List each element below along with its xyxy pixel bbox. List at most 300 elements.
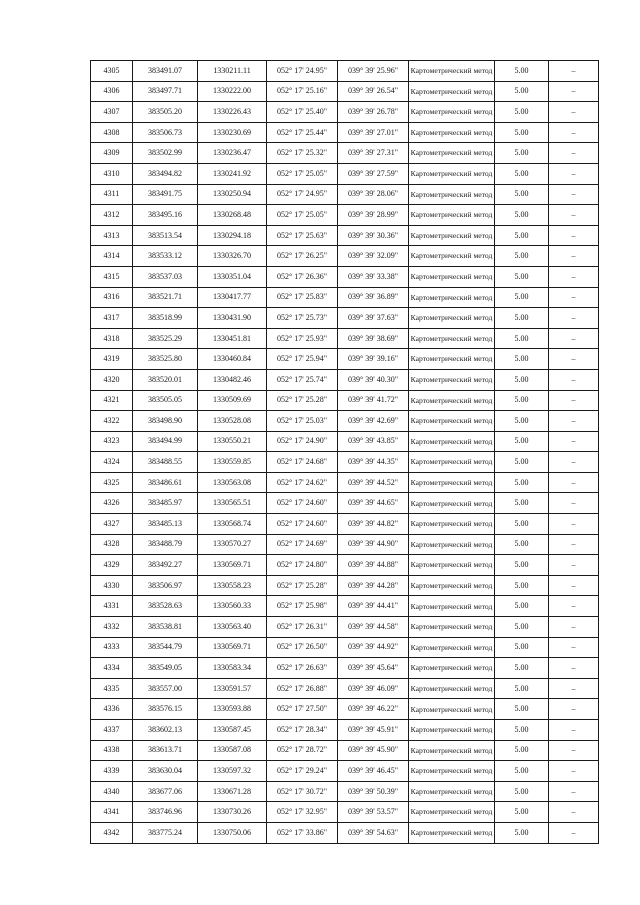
latitude-cell: 052° 17' 29.24" <box>267 761 338 782</box>
method-cell: Картометрический метод <box>409 740 495 761</box>
method-cell: Картометрический метод <box>409 163 495 184</box>
x-coordinate-cell: 383486.61 <box>133 472 198 493</box>
x-coordinate-cell: 383485.97 <box>133 493 198 514</box>
accuracy-cell: 5.00 <box>495 658 549 679</box>
table-row <box>91 472 599 493</box>
table-row <box>91 102 599 123</box>
point-number-cell: 4328 <box>91 534 133 555</box>
point-number-cell: 4340 <box>91 781 133 802</box>
x-coordinate-cell: 383495.16 <box>133 205 198 226</box>
method-cell: Картометрический метод <box>409 822 495 843</box>
x-coordinate-cell: 383485.13 <box>133 514 198 535</box>
y-coordinate-cell: 1330528.08 <box>198 411 267 432</box>
latitude-cell: 052° 17' 24.60" <box>267 493 338 514</box>
latitude-cell: 052° 17' 24.80" <box>267 555 338 576</box>
note-cell: – <box>549 472 599 493</box>
table-row <box>91 225 599 246</box>
x-coordinate-cell: 383505.20 <box>133 102 198 123</box>
x-coordinate-cell: 383613.71 <box>133 740 198 761</box>
point-number-cell: 4313 <box>91 225 133 246</box>
method-cell: Картометрический метод <box>409 617 495 638</box>
latitude-cell: 052° 17' 25.28" <box>267 390 338 411</box>
accuracy-cell: 5.00 <box>495 555 549 576</box>
table-row <box>91 802 599 823</box>
note-cell: – <box>549 740 599 761</box>
longitude-cell: 039° 39' 32.09" <box>338 246 409 267</box>
accuracy-cell: 5.00 <box>495 287 549 308</box>
y-coordinate-cell: 1330569.71 <box>198 637 267 658</box>
note-cell: – <box>549 575 599 596</box>
longitude-cell: 039° 39' 44.90" <box>338 534 409 555</box>
point-number-cell: 4308 <box>91 122 133 143</box>
longitude-cell: 039° 39' 39.16" <box>338 349 409 370</box>
point-number-cell: 4331 <box>91 596 133 617</box>
accuracy-cell: 5.00 <box>495 740 549 761</box>
longitude-cell: 039° 39' 54.63" <box>338 822 409 843</box>
point-number-cell: 4329 <box>91 555 133 576</box>
method-cell: Картометрический метод <box>409 575 495 596</box>
accuracy-cell: 5.00 <box>495 328 549 349</box>
y-coordinate-cell: 1330558.23 <box>198 575 267 596</box>
y-coordinate-cell: 1330222.00 <box>198 81 267 102</box>
method-cell: Картометрический метод <box>409 102 495 123</box>
x-coordinate-cell: 383491.75 <box>133 184 198 205</box>
note-cell: – <box>549 658 599 679</box>
accuracy-cell: 5.00 <box>495 761 549 782</box>
point-number-cell: 4327 <box>91 514 133 535</box>
latitude-cell: 052° 17' 26.25" <box>267 246 338 267</box>
point-number-cell: 4319 <box>91 349 133 370</box>
method-cell: Картометрический метод <box>409 555 495 576</box>
longitude-cell: 039° 39' 33.38" <box>338 266 409 287</box>
point-number-cell: 4311 <box>91 184 133 205</box>
y-coordinate-cell: 1330568.74 <box>198 514 267 535</box>
table-row <box>91 61 599 82</box>
point-number-cell: 4314 <box>91 246 133 267</box>
y-coordinate-cell: 1330563.08 <box>198 472 267 493</box>
latitude-cell: 052° 17' 25.32" <box>267 143 338 164</box>
point-number-cell: 4330 <box>91 575 133 596</box>
longitude-cell: 039° 39' 50.39" <box>338 781 409 802</box>
accuracy-cell: 5.00 <box>495 81 549 102</box>
accuracy-cell: 5.00 <box>495 308 549 329</box>
x-coordinate-cell: 383544.79 <box>133 637 198 658</box>
x-coordinate-cell: 383521.71 <box>133 287 198 308</box>
point-number-cell: 4323 <box>91 431 133 452</box>
accuracy-cell: 5.00 <box>495 61 549 82</box>
table-row <box>91 555 599 576</box>
table-row <box>91 122 599 143</box>
accuracy-cell: 5.00 <box>495 720 549 741</box>
point-number-cell: 4333 <box>91 637 133 658</box>
accuracy-cell: 5.00 <box>495 122 549 143</box>
point-number-cell: 4324 <box>91 452 133 473</box>
method-cell: Картометрический метод <box>409 720 495 741</box>
note-cell: – <box>549 431 599 452</box>
table-row <box>91 596 599 617</box>
point-number-cell: 4339 <box>91 761 133 782</box>
point-number-cell: 4309 <box>91 143 133 164</box>
y-coordinate-cell: 1330565.51 <box>198 493 267 514</box>
note-cell: – <box>549 287 599 308</box>
x-coordinate-cell: 383630.04 <box>133 761 198 782</box>
table-row <box>91 266 599 287</box>
latitude-cell: 052° 17' 25.74" <box>267 369 338 390</box>
note-cell: – <box>549 246 599 267</box>
longitude-cell: 039° 39' 44.41" <box>338 596 409 617</box>
point-number-cell: 4315 <box>91 266 133 287</box>
y-coordinate-cell: 1330294.18 <box>198 225 267 246</box>
method-cell: Картометрический метод <box>409 328 495 349</box>
y-coordinate-cell: 1330417.77 <box>198 287 267 308</box>
method-cell: Картометрический метод <box>409 514 495 535</box>
method-cell: Картометрический метод <box>409 534 495 555</box>
point-number-cell: 4337 <box>91 720 133 741</box>
note-cell: – <box>549 349 599 370</box>
accuracy-cell: 5.00 <box>495 390 549 411</box>
accuracy-cell: 5.00 <box>495 266 549 287</box>
method-cell: Картометрический метод <box>409 61 495 82</box>
latitude-cell: 052° 17' 25.05" <box>267 163 338 184</box>
latitude-cell: 052° 17' 25.05" <box>267 205 338 226</box>
accuracy-cell: 5.00 <box>495 514 549 535</box>
point-number-cell: 4338 <box>91 740 133 761</box>
table-row <box>91 308 599 329</box>
x-coordinate-cell: 383576.15 <box>133 699 198 720</box>
method-cell: Картометрический метод <box>409 308 495 329</box>
method-cell: Картометрический метод <box>409 596 495 617</box>
y-coordinate-cell: 1330351.04 <box>198 266 267 287</box>
point-number-cell: 4332 <box>91 617 133 638</box>
coordinates-table <box>90 60 599 844</box>
accuracy-cell: 5.00 <box>495 596 549 617</box>
y-coordinate-cell: 1330451.81 <box>198 328 267 349</box>
accuracy-cell: 5.00 <box>495 534 549 555</box>
point-number-cell: 4321 <box>91 390 133 411</box>
table-row <box>91 699 599 720</box>
note-cell: – <box>549 699 599 720</box>
y-coordinate-cell: 1330593.88 <box>198 699 267 720</box>
accuracy-cell: 5.00 <box>495 452 549 473</box>
point-number-cell: 4320 <box>91 369 133 390</box>
method-cell: Картометрический метод <box>409 143 495 164</box>
accuracy-cell: 5.00 <box>495 472 549 493</box>
accuracy-cell: 5.00 <box>495 102 549 123</box>
longitude-cell: 039° 39' 45.64" <box>338 658 409 679</box>
longitude-cell: 039° 39' 45.90" <box>338 740 409 761</box>
note-cell: – <box>549 761 599 782</box>
latitude-cell: 052° 17' 28.34" <box>267 720 338 741</box>
note-cell: – <box>549 555 599 576</box>
note-cell: – <box>549 184 599 205</box>
longitude-cell: 039° 39' 38.69" <box>338 328 409 349</box>
table-row <box>91 452 599 473</box>
accuracy-cell: 5.00 <box>495 822 549 843</box>
note-cell: – <box>549 802 599 823</box>
accuracy-cell: 5.00 <box>495 411 549 432</box>
method-cell: Картометрический метод <box>409 81 495 102</box>
point-number-cell: 4322 <box>91 411 133 432</box>
point-number-cell: 4336 <box>91 699 133 720</box>
x-coordinate-cell: 383557.00 <box>133 678 198 699</box>
y-coordinate-cell: 1330587.45 <box>198 720 267 741</box>
longitude-cell: 039° 39' 44.28" <box>338 575 409 596</box>
note-cell: – <box>549 452 599 473</box>
x-coordinate-cell: 383498.90 <box>133 411 198 432</box>
table-row <box>91 205 599 226</box>
table-row <box>91 822 599 843</box>
table-row <box>91 390 599 411</box>
table-row <box>91 369 599 390</box>
x-coordinate-cell: 383518.99 <box>133 308 198 329</box>
x-coordinate-cell: 383746.96 <box>133 802 198 823</box>
method-cell: Картометрический метод <box>409 184 495 205</box>
note-cell: – <box>549 61 599 82</box>
longitude-cell: 039° 39' 40.30" <box>338 369 409 390</box>
latitude-cell: 052° 17' 25.73" <box>267 308 338 329</box>
y-coordinate-cell: 1330583.34 <box>198 658 267 679</box>
note-cell: – <box>549 102 599 123</box>
y-coordinate-cell: 1330730.26 <box>198 802 267 823</box>
table-row <box>91 740 599 761</box>
point-number-cell: 4326 <box>91 493 133 514</box>
latitude-cell: 052° 17' 28.72" <box>267 740 338 761</box>
latitude-cell: 052° 17' 24.68" <box>267 452 338 473</box>
method-cell: Картометрический метод <box>409 637 495 658</box>
method-cell: Картометрический метод <box>409 287 495 308</box>
x-coordinate-cell: 383549.05 <box>133 658 198 679</box>
latitude-cell: 052° 17' 27.50" <box>267 699 338 720</box>
table-row <box>91 81 599 102</box>
y-coordinate-cell: 1330250.94 <box>198 184 267 205</box>
method-cell: Картометрический метод <box>409 431 495 452</box>
method-cell: Картометрический метод <box>409 122 495 143</box>
point-number-cell: 4307 <box>91 102 133 123</box>
latitude-cell: 052° 17' 24.62" <box>267 472 338 493</box>
accuracy-cell: 5.00 <box>495 617 549 638</box>
longitude-cell: 039° 39' 42.69" <box>338 411 409 432</box>
table-row <box>91 411 599 432</box>
accuracy-cell: 5.00 <box>495 246 549 267</box>
x-coordinate-cell: 383538.81 <box>133 617 198 638</box>
accuracy-cell: 5.00 <box>495 575 549 596</box>
y-coordinate-cell: 1330241.92 <box>198 163 267 184</box>
x-coordinate-cell: 383492.27 <box>133 555 198 576</box>
longitude-cell: 039° 39' 44.35" <box>338 452 409 473</box>
accuracy-cell: 5.00 <box>495 781 549 802</box>
table-row <box>91 246 599 267</box>
table-row <box>91 287 599 308</box>
y-coordinate-cell: 1330230.69 <box>198 122 267 143</box>
longitude-cell: 039° 39' 44.82" <box>338 514 409 535</box>
point-number-cell: 4317 <box>91 308 133 329</box>
longitude-cell: 039° 39' 27.31" <box>338 143 409 164</box>
latitude-cell: 052° 17' 33.86" <box>267 822 338 843</box>
method-cell: Картометрический метод <box>409 266 495 287</box>
note-cell: – <box>549 308 599 329</box>
x-coordinate-cell: 383602.13 <box>133 720 198 741</box>
x-coordinate-cell: 383513.54 <box>133 225 198 246</box>
point-number-cell: 4335 <box>91 678 133 699</box>
latitude-cell: 052° 17' 24.95" <box>267 184 338 205</box>
longitude-cell: 039° 39' 46.22" <box>338 699 409 720</box>
note-cell: – <box>549 81 599 102</box>
latitude-cell: 052° 17' 24.90" <box>267 431 338 452</box>
longitude-cell: 039° 39' 53.57" <box>338 802 409 823</box>
y-coordinate-cell: 1330671.28 <box>198 781 267 802</box>
point-number-cell: 4306 <box>91 81 133 102</box>
point-number-cell: 4341 <box>91 802 133 823</box>
method-cell: Картометрический метод <box>409 761 495 782</box>
note-cell: – <box>549 122 599 143</box>
note-cell: – <box>549 678 599 699</box>
accuracy-cell: 5.00 <box>495 678 549 699</box>
note-cell: – <box>549 390 599 411</box>
table-row <box>91 514 599 535</box>
x-coordinate-cell: 383494.99 <box>133 431 198 452</box>
point-number-cell: 4305 <box>91 61 133 82</box>
note-cell: – <box>549 205 599 226</box>
table-row <box>91 534 599 555</box>
accuracy-cell: 5.00 <box>495 431 549 452</box>
longitude-cell: 039° 39' 43.85" <box>338 431 409 452</box>
note-cell: – <box>549 596 599 617</box>
accuracy-cell: 5.00 <box>495 637 549 658</box>
y-coordinate-cell: 1330550.21 <box>198 431 267 452</box>
note-cell: – <box>549 328 599 349</box>
point-number-cell: 4334 <box>91 658 133 679</box>
note-cell: – <box>549 225 599 246</box>
longitude-cell: 039° 39' 28.06" <box>338 184 409 205</box>
latitude-cell: 052° 17' 26.36" <box>267 266 338 287</box>
x-coordinate-cell: 383494.82 <box>133 163 198 184</box>
point-number-cell: 4310 <box>91 163 133 184</box>
longitude-cell: 039° 39' 26.54" <box>338 81 409 102</box>
accuracy-cell: 5.00 <box>495 184 549 205</box>
method-cell: Картометрический метод <box>409 369 495 390</box>
point-number-cell: 4325 <box>91 472 133 493</box>
y-coordinate-cell: 1330559.85 <box>198 452 267 473</box>
latitude-cell: 052° 17' 25.16" <box>267 81 338 102</box>
accuracy-cell: 5.00 <box>495 369 549 390</box>
coordinates-table-body <box>91 61 599 844</box>
latitude-cell: 052° 17' 24.95" <box>267 61 338 82</box>
table-row <box>91 163 599 184</box>
note-cell: – <box>549 534 599 555</box>
note-cell: – <box>549 493 599 514</box>
table-row <box>91 143 599 164</box>
note-cell: – <box>549 781 599 802</box>
x-coordinate-cell: 383533.12 <box>133 246 198 267</box>
method-cell: Картометрический метод <box>409 246 495 267</box>
table-row <box>91 781 599 802</box>
point-number-cell: 4312 <box>91 205 133 226</box>
y-coordinate-cell: 1330431.90 <box>198 308 267 329</box>
latitude-cell: 052° 17' 26.31" <box>267 617 338 638</box>
note-cell: – <box>549 266 599 287</box>
x-coordinate-cell: 383488.55 <box>133 452 198 473</box>
accuracy-cell: 5.00 <box>495 225 549 246</box>
latitude-cell: 052° 17' 25.63" <box>267 225 338 246</box>
accuracy-cell: 5.00 <box>495 802 549 823</box>
note-cell: – <box>549 637 599 658</box>
y-coordinate-cell: 1330750.06 <box>198 822 267 843</box>
accuracy-cell: 5.00 <box>495 143 549 164</box>
note-cell: – <box>549 514 599 535</box>
y-coordinate-cell: 1330211.11 <box>198 61 267 82</box>
x-coordinate-cell: 383488.79 <box>133 534 198 555</box>
accuracy-cell: 5.00 <box>495 493 549 514</box>
latitude-cell: 052° 17' 24.60" <box>267 514 338 535</box>
latitude-cell: 052° 17' 25.28" <box>267 575 338 596</box>
longitude-cell: 039° 39' 25.96" <box>338 61 409 82</box>
y-coordinate-cell: 1330563.40 <box>198 617 267 638</box>
note-cell: – <box>549 143 599 164</box>
x-coordinate-cell: 383491.07 <box>133 61 198 82</box>
point-number-cell: 4316 <box>91 287 133 308</box>
x-coordinate-cell: 383525.29 <box>133 328 198 349</box>
note-cell: – <box>549 369 599 390</box>
accuracy-cell: 5.00 <box>495 163 549 184</box>
latitude-cell: 052° 17' 26.50" <box>267 637 338 658</box>
note-cell: – <box>549 163 599 184</box>
method-cell: Картометрический метод <box>409 205 495 226</box>
x-coordinate-cell: 383502.99 <box>133 143 198 164</box>
longitude-cell: 039° 39' 36.89" <box>338 287 409 308</box>
accuracy-cell: 5.00 <box>495 699 549 720</box>
accuracy-cell: 5.00 <box>495 349 549 370</box>
longitude-cell: 039° 39' 44.88" <box>338 555 409 576</box>
longitude-cell: 039° 39' 37.63" <box>338 308 409 329</box>
latitude-cell: 052° 17' 25.03" <box>267 411 338 432</box>
latitude-cell: 052° 17' 32.95" <box>267 802 338 823</box>
longitude-cell: 039° 39' 46.45" <box>338 761 409 782</box>
table-row <box>91 637 599 658</box>
table-row <box>91 184 599 205</box>
y-coordinate-cell: 1330268.48 <box>198 205 267 226</box>
y-coordinate-cell: 1330587.08 <box>198 740 267 761</box>
x-coordinate-cell: 383537.03 <box>133 266 198 287</box>
table-row <box>91 658 599 679</box>
table-row <box>91 431 599 452</box>
table-row <box>91 349 599 370</box>
latitude-cell: 052° 17' 25.40" <box>267 102 338 123</box>
table-row <box>91 575 599 596</box>
note-cell: – <box>549 720 599 741</box>
y-coordinate-cell: 1330226.43 <box>198 102 267 123</box>
method-cell: Картометрический метод <box>409 658 495 679</box>
table-row <box>91 328 599 349</box>
latitude-cell: 052° 17' 25.98" <box>267 596 338 617</box>
y-coordinate-cell: 1330569.71 <box>198 555 267 576</box>
latitude-cell: 052° 17' 26.88" <box>267 678 338 699</box>
x-coordinate-cell: 383506.73 <box>133 122 198 143</box>
accuracy-cell: 5.00 <box>495 205 549 226</box>
longitude-cell: 039° 39' 44.52" <box>338 472 409 493</box>
x-coordinate-cell: 383520.01 <box>133 369 198 390</box>
table-row <box>91 678 599 699</box>
point-number-cell: 4318 <box>91 328 133 349</box>
latitude-cell: 052° 17' 26.63" <box>267 658 338 679</box>
longitude-cell: 039° 39' 26.78" <box>338 102 409 123</box>
y-coordinate-cell: 1330560.33 <box>198 596 267 617</box>
note-cell: – <box>549 617 599 638</box>
y-coordinate-cell: 1330591.57 <box>198 678 267 699</box>
latitude-cell: 052° 17' 25.44" <box>267 122 338 143</box>
latitude-cell: 052° 17' 24.69" <box>267 534 338 555</box>
method-cell: Картометрический метод <box>409 390 495 411</box>
note-cell: – <box>549 822 599 843</box>
